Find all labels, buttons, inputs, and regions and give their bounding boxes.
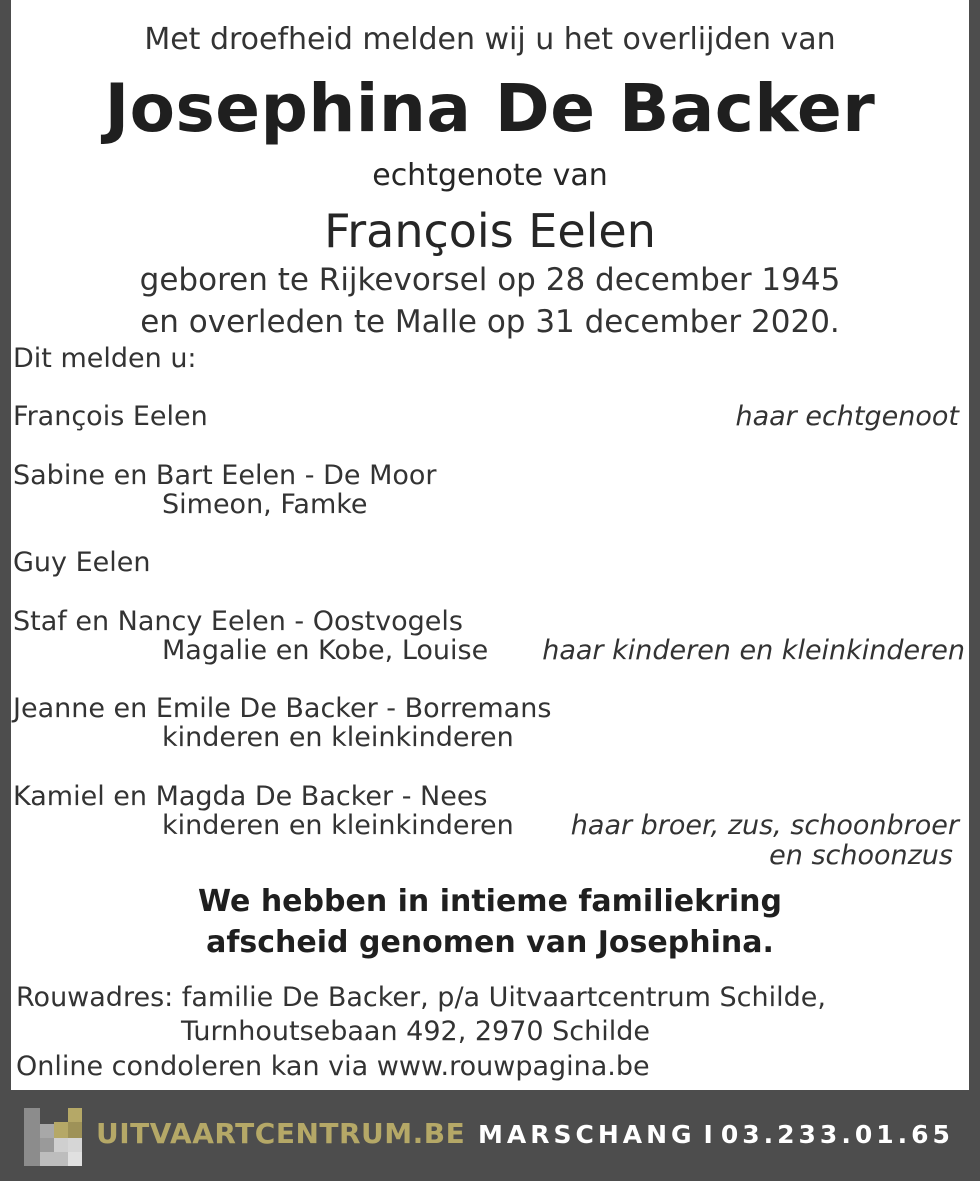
closing-line-1: We hebben in intieme familiekring bbox=[198, 884, 782, 919]
contact-info bbox=[478, 1120, 954, 1149]
family-role: haar echtgenoot bbox=[735, 401, 959, 432]
birth-line: geboren te Rijkevorsel op 28 december 1945 bbox=[139, 262, 841, 298]
uitvaartcentrum-logo-icon bbox=[24, 1108, 82, 1166]
condolence-line: Online condoleren kan via www.rouwpagina.be bbox=[16, 1051, 650, 1082]
spouse-name: François Eelen bbox=[324, 204, 656, 258]
announcers-intro: Dit melden u: bbox=[13, 343, 197, 374]
family-name: Kamiel en Magda De Backer - Nees bbox=[13, 781, 488, 812]
relation-text: echtgenote van bbox=[372, 158, 608, 193]
company-name: MARSCHANG bbox=[478, 1120, 696, 1149]
family-name: Guy Eelen bbox=[13, 547, 151, 578]
family-name: François Eelen bbox=[13, 401, 208, 432]
family-sub: kinderen en kleinkinderen bbox=[162, 722, 514, 753]
family-name: Sabine en Bart Eelen - De Moor bbox=[13, 460, 437, 491]
family-role: haar broer, zus, schoonbroer bbox=[570, 810, 959, 841]
family-sub: kinderen en kleinkinderen bbox=[162, 810, 514, 841]
family-sub: Magalie en Kobe, Louise bbox=[162, 635, 489, 666]
brand-name: UITVAARTCENTRUM.BE bbox=[96, 1117, 466, 1150]
family-name: Staf en Nancy Eelen - Oostvogels bbox=[13, 606, 463, 637]
address-line-1: Rouwadres: familie De Backer, p/a Uitvaartcentrum Schilde, bbox=[16, 982, 826, 1013]
closing-line-2: afscheid genomen van Josephina. bbox=[206, 925, 774, 960]
death-line: en overleden te Malle op 31 december 2020. bbox=[140, 304, 840, 340]
family-role: haar kinderen en kleinkinderen bbox=[542, 635, 965, 666]
phone-number: 03.233.01.65 bbox=[720, 1120, 954, 1149]
intro-text: Met droefheid melden wij u het overlijden van bbox=[144, 22, 836, 57]
family-role-continued: en schoonzus bbox=[769, 840, 953, 871]
family-name: Jeanne en Emile De Backer - Borremans bbox=[13, 693, 552, 724]
obituary-card bbox=[11, 0, 969, 1090]
family-sub: Simeon, Famke bbox=[162, 489, 368, 520]
deceased-name: Josephina De Backer bbox=[104, 70, 876, 147]
footer-bar bbox=[0, 1095, 980, 1181]
address-line-2: Turnhoutsebaan 492, 2970 Schilde bbox=[181, 1016, 651, 1047]
separator: I bbox=[703, 1120, 713, 1149]
